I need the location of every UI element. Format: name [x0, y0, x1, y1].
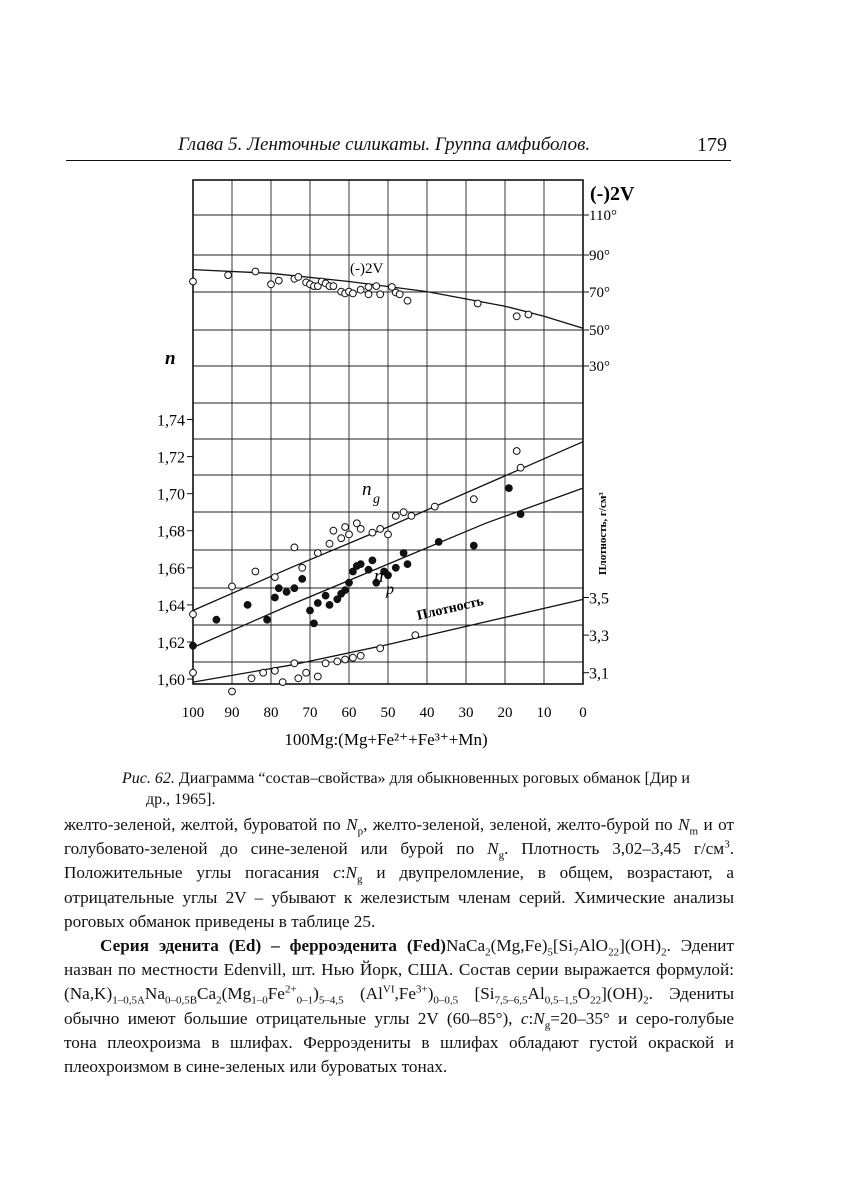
caption-text-line1: Диаграмма “состав–свойства» для обыкновенных роговых обманок [Дир и [178, 770, 690, 787]
data-point-open [330, 527, 337, 534]
data-point-open [350, 654, 357, 661]
paragraph-1: желто-зеленой, желтой, буроватой по $N_p$, желто-зеленой, зеленой, желто-бурой по $N_m$ и от голубовато-зеленой до сине-зеленой или бурой по $N_g$. Плотность 3,02–3,45 $г/см^3$. Положительные углы погасания $c:N_g$ и двупреломление, в общем, возрастают, а отрицательные углы 2V – убывают к железистым членам серий. Химические анализы роговых обманок приведены в таблице 25. [64, 815, 735, 931]
data-point-open [346, 531, 353, 538]
x-tick-label: 20 [497, 705, 513, 721]
data-point-open [303, 669, 310, 676]
data-point-open [279, 679, 286, 686]
data-point-filled [275, 585, 282, 592]
data-point-filled [299, 576, 306, 583]
data-point-open [431, 503, 438, 510]
data-point-open [268, 281, 275, 288]
data-point-open [330, 283, 337, 290]
left-tick-label: 1,60 [157, 672, 185, 690]
data-point-filled [357, 561, 364, 568]
data-point-open [513, 313, 520, 320]
data-point-open [326, 540, 333, 547]
data-point-open [229, 583, 236, 590]
body-text [64, 813, 734, 1079]
caption-text-line2: др., 1965]. [146, 791, 216, 808]
data-point-open [365, 291, 372, 298]
data-point-open [252, 268, 259, 275]
data-point-filled [385, 572, 392, 579]
data-point-open [470, 496, 477, 503]
data-point-open [272, 574, 279, 581]
data-point-filled [346, 579, 353, 586]
data-point-filled [283, 589, 290, 596]
data-point-filled [213, 616, 220, 623]
right-axis-density-label: Плотность, г/см³ [597, 492, 609, 575]
x-tick-label: 100 [181, 705, 205, 721]
data-point-filled [291, 585, 298, 592]
data-point-open [513, 448, 520, 455]
data-point-open [373, 283, 380, 290]
x-tick-label: 60 [341, 705, 357, 721]
data-point-open [365, 284, 372, 291]
data-point-filled [244, 602, 251, 609]
data-point-open [299, 564, 306, 571]
left-tick-label: 1,66 [157, 560, 185, 578]
right-angle-tick-label: 30° [589, 359, 610, 375]
x-tick-label: 0 [579, 705, 587, 721]
data-point-open [314, 673, 321, 680]
data-point-open [357, 286, 364, 293]
data-point-open [357, 526, 364, 533]
x-tick-label: 70 [302, 705, 318, 721]
right-angle-tick-label: 110° [589, 208, 617, 224]
left-tick-label: 1,70 [157, 486, 185, 504]
data-point-filled [311, 620, 318, 627]
curve-label-ng: n [362, 479, 372, 500]
data-point-open [412, 632, 419, 639]
running-title: Глава 5. Ленточные силикаты. Группа амфиболов. [178, 134, 591, 155]
data-point-filled [264, 616, 271, 623]
data-point-open [517, 464, 524, 471]
data-point-open [350, 290, 357, 297]
x-tick-label: 50 [380, 705, 396, 721]
left-tick-label: 1,68 [157, 523, 185, 541]
data-point-filled [369, 557, 376, 564]
data-point-filled [322, 592, 329, 599]
right-angle-tick-label: 50° [589, 323, 610, 339]
data-point-open [291, 660, 298, 667]
left-tick-label: 1,74 [157, 412, 185, 430]
data-point-open [474, 300, 481, 307]
data-point-filled [400, 550, 407, 557]
data-point-open [408, 513, 415, 520]
data-point-open [225, 272, 232, 279]
data-point-open [190, 611, 197, 618]
curve-label-np-sub: p [386, 581, 394, 598]
data-point-filled [517, 511, 524, 518]
data-point-filled [272, 594, 279, 601]
data-point-filled [326, 602, 333, 609]
data-point-filled [392, 564, 399, 571]
data-point-open [334, 658, 341, 665]
data-point-open [322, 660, 329, 667]
left-axis-label: n [165, 348, 176, 369]
data-point-open [295, 675, 302, 682]
data-point-open [369, 529, 376, 536]
data-point-open [190, 278, 197, 285]
curve-label-2v: (-)2V [350, 261, 384, 277]
data-point-open [275, 277, 282, 284]
right-axis-angle-label: (-)2V [590, 183, 635, 205]
data-point-open [190, 669, 197, 676]
data-point-open [396, 291, 403, 298]
data-point-filled [307, 607, 314, 614]
left-tick-label: 1,64 [157, 597, 185, 615]
x-tick-label: 40 [419, 705, 435, 721]
data-point-open [525, 311, 532, 318]
data-point-filled [404, 561, 411, 568]
right-angle-tick-label: 90° [589, 248, 610, 264]
page-number: 179 [697, 134, 727, 156]
paragraph-2: Серия эденита (Ed) – ферроэденита $(Fed)NaCa_2(Mg,Fe)_5[Si_7AlO_{22}](OH)_2$. Эденит назван по местности Edenvill, шт. Нью Йорк, США. Состав серии выражается формулой: $(Na,K)_{1-0,5A}Na_{0-0,5B}Ca_2(Mg_{1-0}Fe^{2+}_{0-1})_{5-4,5}$ $(Al^{VI},Fe^{3+})_{0-0,5}$ $[Si_{7,5-6,5}Al_{0,5-1,5}O_{22}](OH)_2$. Эдениты обычно имеют большие отрицательные углы 2V (60–85°), $c:N_g=20-35^\circ$ и серо-голубые тона плеохроизма в шлифах. Ферроэдениты в шлифах обладают густой окраской и плеохроизмом в сине-зеленых или буроватых тонах. [64, 936, 735, 1077]
data-point-filled [470, 542, 477, 549]
data-point-open [377, 291, 384, 298]
left-tick-label: 1,62 [157, 634, 185, 652]
right-density-tick-label: 3,5 [589, 590, 609, 608]
data-point-filled [314, 600, 321, 607]
data-point-filled [342, 587, 349, 594]
data-point-open [400, 509, 407, 516]
data-point-open [248, 675, 255, 682]
curve-label-np: n [374, 566, 384, 587]
data-point-open [272, 667, 279, 674]
data-point-open [260, 669, 267, 676]
data-point-filled [365, 566, 372, 573]
data-point-open [385, 531, 392, 538]
caption-label: Рис. 62. [122, 770, 175, 787]
data-point-open [392, 513, 399, 520]
x-tick-label: 30 [458, 705, 474, 721]
figure-caption [122, 768, 728, 810]
x-tick-label: 90 [224, 705, 240, 721]
data-point-filled [506, 485, 513, 492]
data-point-open [377, 645, 384, 652]
data-point-open [377, 526, 384, 533]
x-tick-label: 10 [536, 705, 552, 721]
right-density-tick-label: 3,3 [589, 628, 609, 646]
data-point-open [229, 688, 236, 695]
x-tick-label: 80 [263, 705, 279, 721]
data-point-open [357, 652, 364, 659]
data-point-open [314, 550, 321, 557]
right-angle-tick-label: 70° [589, 285, 610, 301]
right-density-tick-label: 3,1 [589, 665, 609, 683]
data-point-filled [190, 642, 197, 649]
data-point-open [295, 274, 302, 281]
data-point-open [342, 656, 349, 663]
data-point-filled [435, 539, 442, 546]
data-point-open [404, 297, 411, 304]
curve-label-ng-sub: g [373, 492, 380, 507]
x-axis-label: 100Mg:(Mg+Fe²⁺+Fe³⁺+Mn) [284, 730, 488, 749]
data-point-open [291, 544, 298, 551]
data-point-open [342, 524, 349, 531]
data-point-open [338, 535, 345, 542]
left-tick-label: 1,72 [157, 449, 185, 467]
curve-label-density: Плотность [415, 593, 486, 624]
data-point-open [252, 568, 259, 575]
